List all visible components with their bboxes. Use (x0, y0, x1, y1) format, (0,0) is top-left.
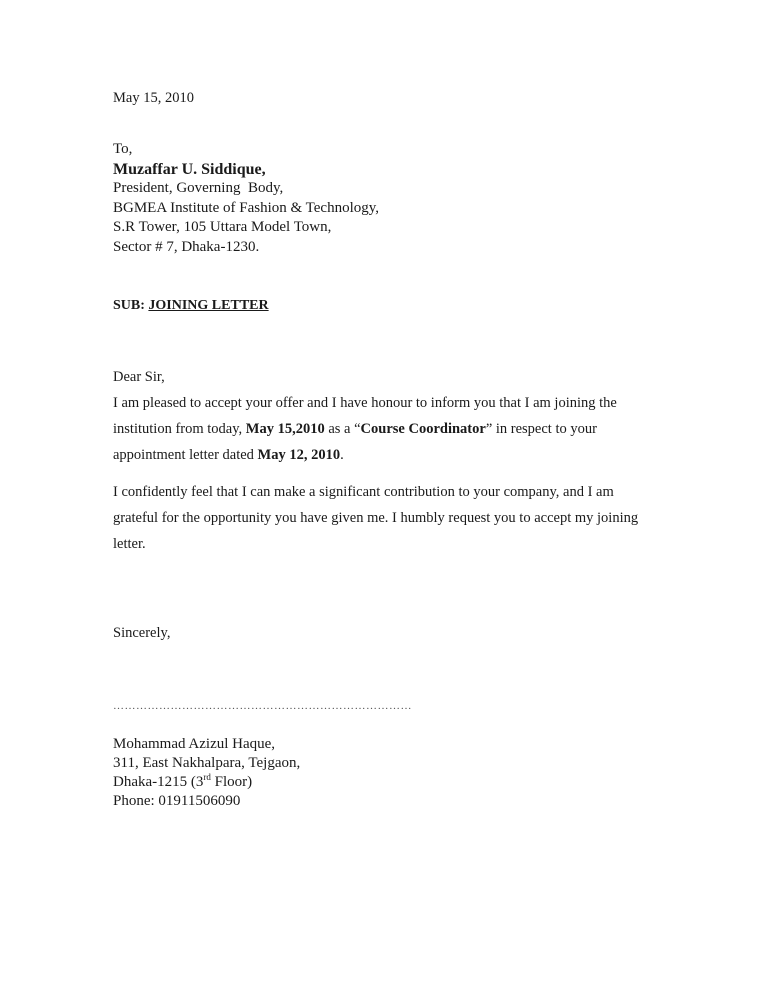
signature-line: …………………………………………………………………… (113, 700, 412, 712)
position-title: Course Coordinator (360, 421, 486, 437)
closing: Sincerely, (113, 625, 171, 641)
floor-superscript: rd (203, 772, 211, 782)
recipient-to: To, (113, 141, 133, 157)
greeting: Dear Sir, (113, 369, 165, 385)
recipient-address-line2: Sector # 7, Dhaka-1230. (113, 238, 260, 255)
body-paragraph-1 (113, 390, 658, 468)
joining-date: May 15,2010 (245, 421, 325, 437)
appointment-date: May 12, 2010 (257, 447, 341, 463)
sender-address-line2-floor: Floor) (210, 774, 253, 790)
sender-phone: Phone: 01911506090 (113, 793, 241, 809)
recipient-address-line1: S.R Tower, 105 Uttara Model Town, (113, 219, 332, 235)
subject-text: JOINING LETTER (148, 298, 269, 313)
recipient-name: Muzaffar U. Siddique, (113, 160, 266, 178)
sender-address-line1: 311, East Nakhalpara, Tejgaon, (113, 755, 301, 771)
sender-name: Mohammad Azizul Haque, (113, 736, 276, 752)
body-paragraph-2: I confidently feel that I can make a significant contribution to your company, and I am grateful for the opportunity you have given me. I humbly request you to accept my joining letter. (113, 484, 639, 552)
paragraph1-text-2: as a “ (324, 421, 361, 437)
paragraph1-text-4: . (340, 447, 344, 463)
sender-address-line2 (113, 773, 300, 792)
paragraph1-text-3: ” in respect to your appointment letter dated (113, 421, 597, 463)
subject-line (113, 298, 269, 314)
recipient-org: BGMEA Institute of Fashion & Technology, (113, 199, 380, 216)
subject-prefix: SUB: (113, 298, 149, 313)
letter-date: May 15, 2010 (113, 90, 194, 106)
recipient-title: President, Governing Body, (113, 180, 284, 196)
recipient-block (113, 140, 379, 257)
sender-address-line2-text: Dhaka-1215 (3 (113, 774, 204, 790)
paragraph1-text-1: I am pleased to accept your offer and I have honour to inform you that I am joining the institution from today, (113, 395, 617, 437)
sender-block (113, 735, 300, 811)
